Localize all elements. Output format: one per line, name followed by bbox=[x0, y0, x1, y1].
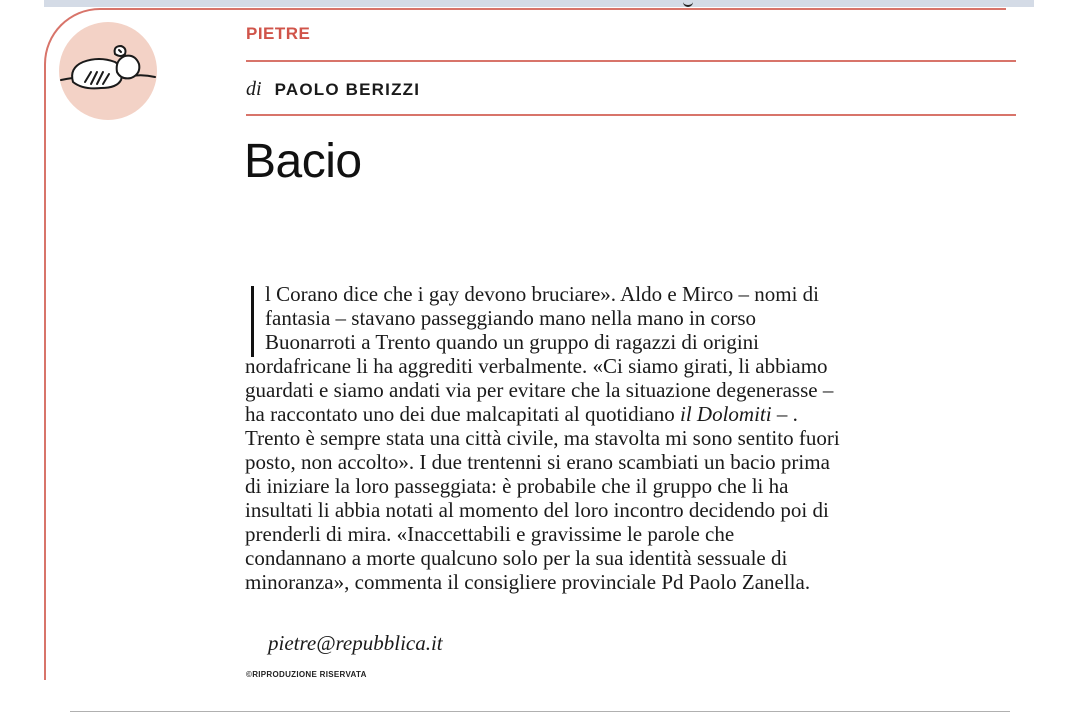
body-line: prenderli di mira. «Inaccettabili e gravissime le parole che bbox=[245, 522, 735, 546]
body-line: minoranza», commenta il consigliere provinciale Pd Paolo Zanella. bbox=[245, 570, 811, 594]
body-line: insultati li abbia notati al momento del loro incontro decidendo poi di bbox=[245, 498, 829, 522]
body-line: l Corano dice che i gay devono bruciare». Aldo e Mirco – nomi di bbox=[265, 282, 820, 306]
body-line-tail: – . bbox=[771, 402, 798, 426]
body-line: posto, non accolto». I due trentenni si erano scambiati un bacio prima bbox=[245, 450, 830, 474]
contact-email[interactable]: pietre@repubblica.it bbox=[268, 631, 443, 655]
body-line: Buonarroti a Trento quando un gruppo di ragazzi di origini bbox=[265, 330, 760, 354]
top-strip bbox=[44, 0, 1034, 7]
body-line: guardati e siamo andati via per evitare che la situazione degenerasse – bbox=[245, 378, 834, 402]
stones-logo-icon bbox=[59, 22, 157, 120]
article-body bbox=[245, 282, 1025, 594]
body-line: Trento è sempre stata una città civile, ma stavolta mi sono sentito fuori bbox=[245, 426, 840, 450]
byline-rule bbox=[246, 114, 1016, 116]
body-line bbox=[245, 402, 1025, 426]
copyright-notice: ©RIPRODUZIONE RISERVATA bbox=[246, 670, 367, 679]
article-title: Bacio bbox=[244, 135, 362, 188]
body-line: fantasia – stavano passeggiando mano nella mano in corso bbox=[265, 306, 757, 330]
author-name: PAOLO BERIZZI bbox=[274, 80, 421, 99]
body-line-text: ha raccontato uno dei due malcapitati al quotidiano bbox=[245, 402, 681, 426]
body-line: nordafricane li ha aggrediti verbalmente. «Ci siamo girati, li abbiamo bbox=[245, 354, 828, 378]
byline-prefix: di bbox=[246, 78, 262, 100]
body-line: di iniziare la loro passeggiata: è probabile che il gruppo che li ha bbox=[245, 474, 789, 498]
section-rule bbox=[246, 60, 1016, 62]
body-line: condannano a morte qualcuno solo per la sua identità sessuale di bbox=[245, 546, 788, 570]
newspaper-name: il Dolomiti bbox=[680, 402, 772, 426]
byline bbox=[246, 78, 420, 101]
section-label: PIETRE bbox=[246, 24, 311, 43]
bottom-rule bbox=[70, 711, 1010, 712]
